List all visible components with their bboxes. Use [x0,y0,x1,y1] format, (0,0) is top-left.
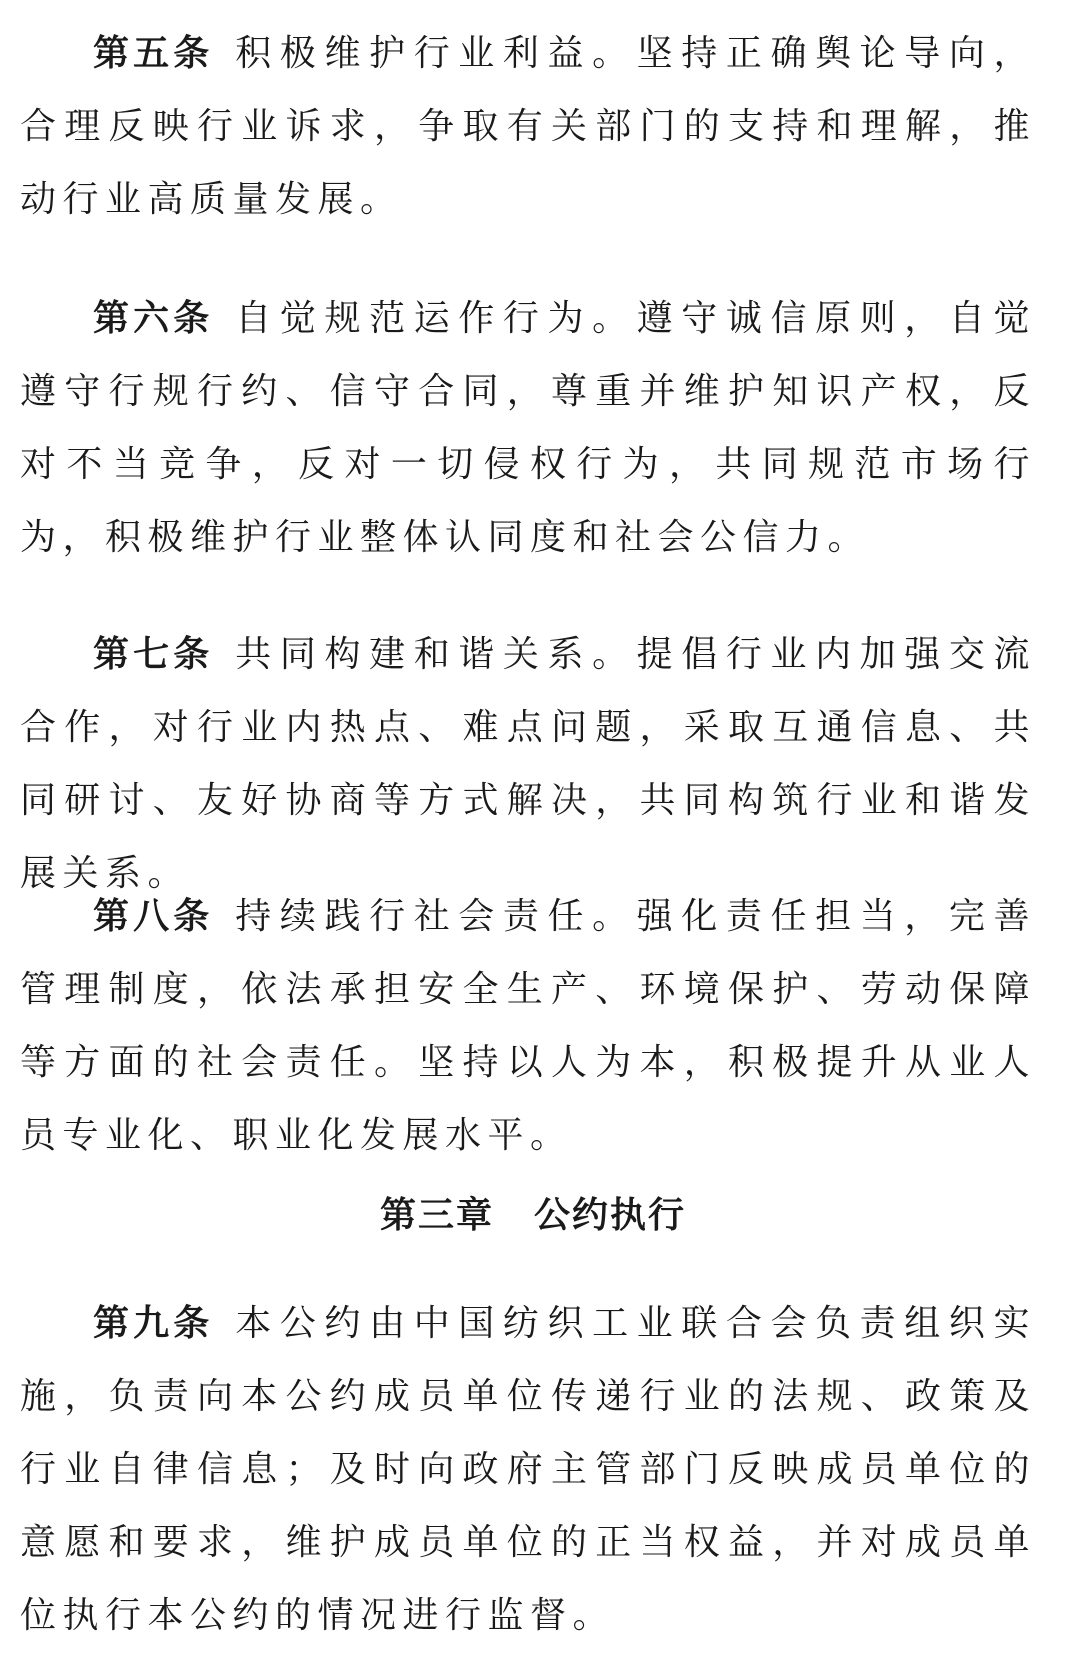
article-5 [20,17,1036,236]
article-8 [20,880,1036,1172]
article-text: 本公约由中国纺织工业联合会负责组织实施，负责向本公约成员单位传递行业的法规、政策及行业自律信息；及时向政府主管部门反映成员单位的意愿和要求，维护成员单位的正当权益，并对成员单位执行本公约的情况进行监督。 [20,1303,1036,1636]
article-number: 第九条 [93,1303,214,1344]
article-text: 积极维护行业利益。坚持正确舆论导向，合理反映行业诉求，争取有关部门的支持和理解，推动行业高质量发展。 [20,33,1036,220]
article-number: 第八条 [93,896,214,937]
article-text: 持续践行社会责任。强化责任担当，完善管理制度，依法承担安全生产、环境保护、劳动保障等方面的社会责任。坚持以人为本，积极提升从业人员专业化、职业化发展水平。 [20,896,1036,1156]
article-6 [20,282,1036,574]
chapter-title: 公约执行 [534,1195,687,1236]
article-text: 自觉规范运作行为。遵守诚信原则，自觉遵守行规行约、信守合同，尊重并维护知识产权，反对不当竞争，反对一切侵权行为，共同规范市场行为，积极维护行业整体认同度和社会公信力。 [20,298,1036,558]
article-number: 第五条 [93,33,214,74]
article-number: 第七条 [93,634,214,675]
chapter-number: 第三章 [379,1195,494,1236]
article-text: 共同构建和谐关系。提倡行业内加强交流合作，对行业内热点、难点问题，采取互通信息、共同研讨、友好协商等方式解决，共同构筑行业和谐发展关系。 [20,634,1036,894]
article-9 [20,1287,1036,1652]
article-7 [20,618,1036,910]
article-number: 第六条 [93,298,214,339]
chapter-heading [0,1186,1066,1246]
